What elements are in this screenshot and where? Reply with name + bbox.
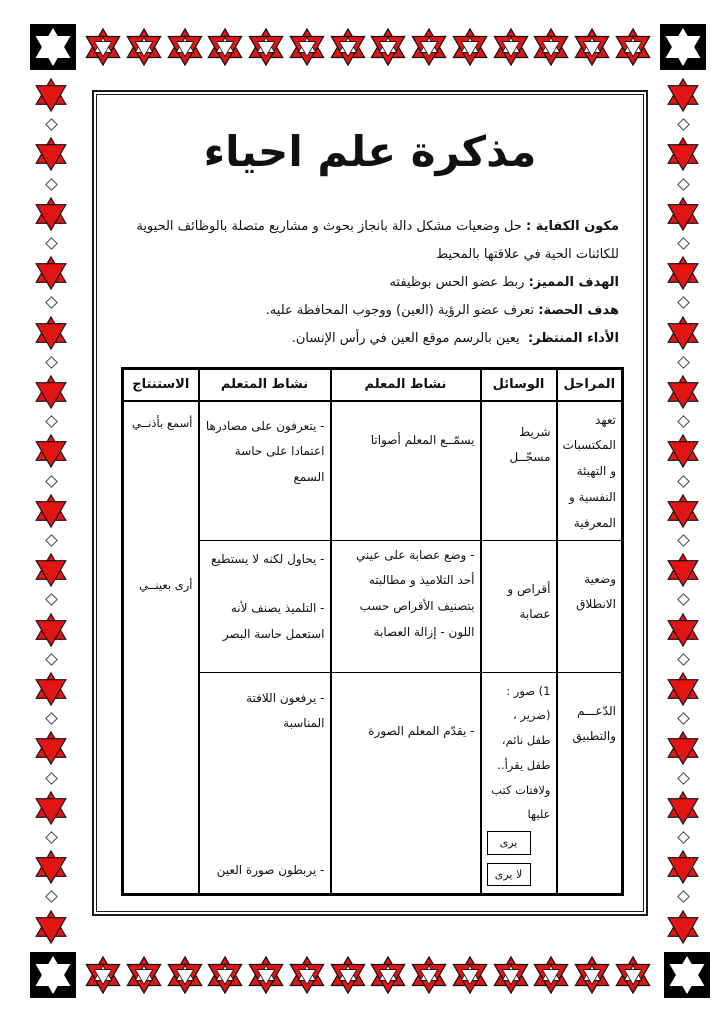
diamond-ornament [677, 772, 690, 785]
star-icon [329, 956, 367, 994]
cell-stage-row3: الدّعـــم والتطبيق [557, 672, 623, 894]
star-icon [34, 316, 68, 350]
border-stars-right [662, 78, 704, 944]
corner-star-ornament [664, 952, 710, 998]
star-icon [288, 956, 326, 994]
diamond-ornament [45, 772, 58, 785]
conclusion-content [129, 405, 193, 598]
white-hexagram-icon [33, 27, 73, 67]
diamond-ornament [45, 653, 58, 666]
white-hexagram-icon [33, 955, 73, 995]
star-icon [666, 791, 700, 825]
star-icon [369, 28, 407, 66]
table-header-row [123, 368, 623, 401]
star-icon [666, 494, 700, 528]
star-icon [573, 28, 611, 66]
star-icon [34, 791, 68, 825]
border-stars-left [30, 78, 72, 944]
star-icon [666, 850, 700, 884]
diamond-ornament [45, 297, 58, 310]
intro-section [121, 213, 619, 353]
page-frame-inner [96, 94, 644, 912]
page-frame [92, 90, 648, 916]
star-icon [451, 28, 489, 66]
star-icon [666, 78, 700, 112]
star-icon [666, 137, 700, 171]
column-header-teacher-activity: نشاط المعلم [331, 368, 481, 401]
corner-star-ornament [30, 24, 76, 70]
diamond-ornament [45, 534, 58, 547]
star-icon [125, 28, 163, 66]
diamond-ornament [45, 831, 58, 844]
lesson-plan-table [121, 367, 624, 896]
column-header-stages: المراحل [557, 368, 623, 401]
diamond-ornament [677, 475, 690, 488]
diamond-ornament [677, 594, 690, 607]
intro-text: يعين بالرسم موقع العين في رأس الإنسان. [291, 330, 520, 346]
diamond-ornament [677, 178, 690, 191]
border-stars-bottom [84, 954, 652, 996]
diamond-ornament [45, 475, 58, 488]
white-hexagram-icon [667, 955, 707, 995]
cell-stage-row2: وضعية الانطلاق [557, 540, 623, 672]
diamond-ornament [677, 653, 690, 666]
star-icon [410, 28, 448, 66]
star-icon [666, 553, 700, 587]
star-icon [34, 137, 68, 171]
border-stars-top [84, 26, 652, 68]
star-icon [492, 28, 530, 66]
star-icon [614, 28, 652, 66]
cell-learner-row2 [199, 540, 331, 672]
intro-label: هدف الحصة: [538, 302, 619, 318]
intro-line-distinct-goal [121, 269, 619, 297]
star-icon [666, 731, 700, 765]
diamond-ornament [45, 712, 58, 725]
intro-line-competency [121, 213, 619, 269]
star-icon [614, 956, 652, 994]
intro-label: مكون الكفاية : [525, 219, 619, 234]
diamond-ornament [45, 356, 58, 369]
learner-step: - يرفعون اللافتة المناسبة [246, 690, 325, 731]
star-icon [666, 672, 700, 706]
diamond-ornament [677, 118, 690, 131]
table-row [123, 401, 623, 540]
intro-line-session-goal [121, 297, 619, 325]
conclusion-hearing: أسمع بأذنــي [131, 415, 193, 430]
cell-means-row2: أقراص و عصابة [481, 540, 557, 672]
diamond-ornament [677, 356, 690, 369]
teacher-step: - وضع عصابة على عيني أحد التلاميذ و مطالبته بتصنيف الأقراص حسب اللون [356, 547, 475, 640]
star-icon [532, 956, 570, 994]
diamond-ornament [45, 891, 58, 904]
column-header-learner-activity: نشاط المتعلم [199, 368, 331, 401]
star-icon [206, 956, 244, 994]
cell-means-row3 [481, 672, 557, 894]
cell-conclusion-merged [123, 401, 199, 894]
star-icon [288, 28, 326, 66]
star-icon [34, 672, 68, 706]
star-icon [666, 316, 700, 350]
white-hexagram-icon [663, 27, 703, 67]
learner-step: - التلميذ يصنف لأنه استعمل حاسة البصر [222, 601, 325, 642]
star-icon [369, 956, 407, 994]
star-icon [34, 910, 68, 944]
star-icon [666, 197, 700, 231]
cell-learner-row1: - يتعرفون على مصادرها اعتمادا على حاسة السمع [199, 401, 331, 540]
intro-text: حل وضعيات مشكل دالة بانجاز بحوث و مشاريع متصلة بالوظائف الحيوية للكائنات الحية في علاقتها بالمحيط [136, 219, 619, 262]
star-icon [247, 28, 285, 66]
teacher-step: - إزالة العصابة [373, 625, 445, 640]
star-icon [666, 375, 700, 409]
intro-text: تعرف عضو الرؤية (العين) ووجوب المحافظة عليه. [265, 302, 535, 318]
star-icon [666, 613, 700, 647]
star-icon [34, 375, 68, 409]
diamond-ornament [677, 415, 690, 428]
intro-label: الأداء المنتظر: [527, 330, 619, 346]
star-icon [666, 256, 700, 290]
star-icon [666, 434, 700, 468]
diamond-ornament [45, 178, 58, 191]
diamond-ornament [45, 237, 58, 250]
star-icon [84, 28, 122, 66]
learner-row3-content [205, 676, 325, 884]
learner-step: - يحاول لكنه لا يستطيع [210, 551, 325, 566]
sign-box-does-not-see: لا يرى [487, 863, 531, 887]
star-icon [410, 956, 448, 994]
diamond-ornament [677, 831, 690, 844]
star-icon [34, 78, 68, 112]
means-description: 1) صور : (ضرير ، طفل نائم، طفل يقرأ.. ولافتات كتب عليها [491, 683, 551, 822]
star-icon [329, 28, 367, 66]
corner-star-ornament [30, 952, 76, 998]
star-icon [34, 553, 68, 587]
corner-star-ornament [660, 24, 706, 70]
star-icon [666, 910, 700, 944]
sign-box-sees: يرى [487, 831, 531, 855]
diamond-ornament [677, 297, 690, 310]
star-icon [34, 256, 68, 290]
cell-means-row1: شريط مسجّــل [481, 401, 557, 540]
sign-boxes [487, 831, 551, 886]
star-icon [573, 956, 611, 994]
star-icon [451, 956, 489, 994]
star-icon [166, 956, 204, 994]
star-icon [34, 613, 68, 647]
star-icon [125, 956, 163, 994]
star-icon [34, 850, 68, 884]
star-icon [206, 28, 244, 66]
star-icon [34, 434, 68, 468]
star-icon [247, 956, 285, 994]
star-icon [34, 731, 68, 765]
column-header-means: الوسائل [481, 368, 557, 401]
diamond-ornament [45, 118, 58, 131]
star-icon [492, 956, 530, 994]
diamond-ornament [45, 415, 58, 428]
star-icon [166, 28, 204, 66]
star-icon [84, 956, 122, 994]
star-icon [532, 28, 570, 66]
star-icon [34, 197, 68, 231]
intro-text: ربط عضو الحس بوظيفته [389, 274, 525, 290]
diamond-ornament [677, 534, 690, 547]
cell-teacher-row2 [331, 540, 481, 672]
diamond-ornament [677, 891, 690, 904]
column-header-conclusion: الاستنتاج [123, 368, 199, 401]
cell-stage-row1: تعهد المكتسبات و التهيئة النفسية و المعرفية [557, 401, 623, 540]
cell-teacher-row3: - يقدّم المعلم الصورة [331, 672, 481, 894]
intro-label: الهدف المميز: [528, 274, 619, 290]
diamond-ornament [677, 237, 690, 250]
star-icon [34, 494, 68, 528]
diamond-ornament [45, 594, 58, 607]
learner-step: - يربطون صورة العين [216, 862, 325, 877]
page-title: مذكرة علم احياء [203, 127, 537, 176]
conclusion-sight: أرى بعينــي [139, 578, 193, 593]
intro-line-expected-performance [121, 325, 619, 353]
diamond-ornament [677, 712, 690, 725]
cell-learner-row3 [199, 672, 331, 894]
cell-teacher-row1: يسمّــع المعلم أصواتا [331, 401, 481, 540]
